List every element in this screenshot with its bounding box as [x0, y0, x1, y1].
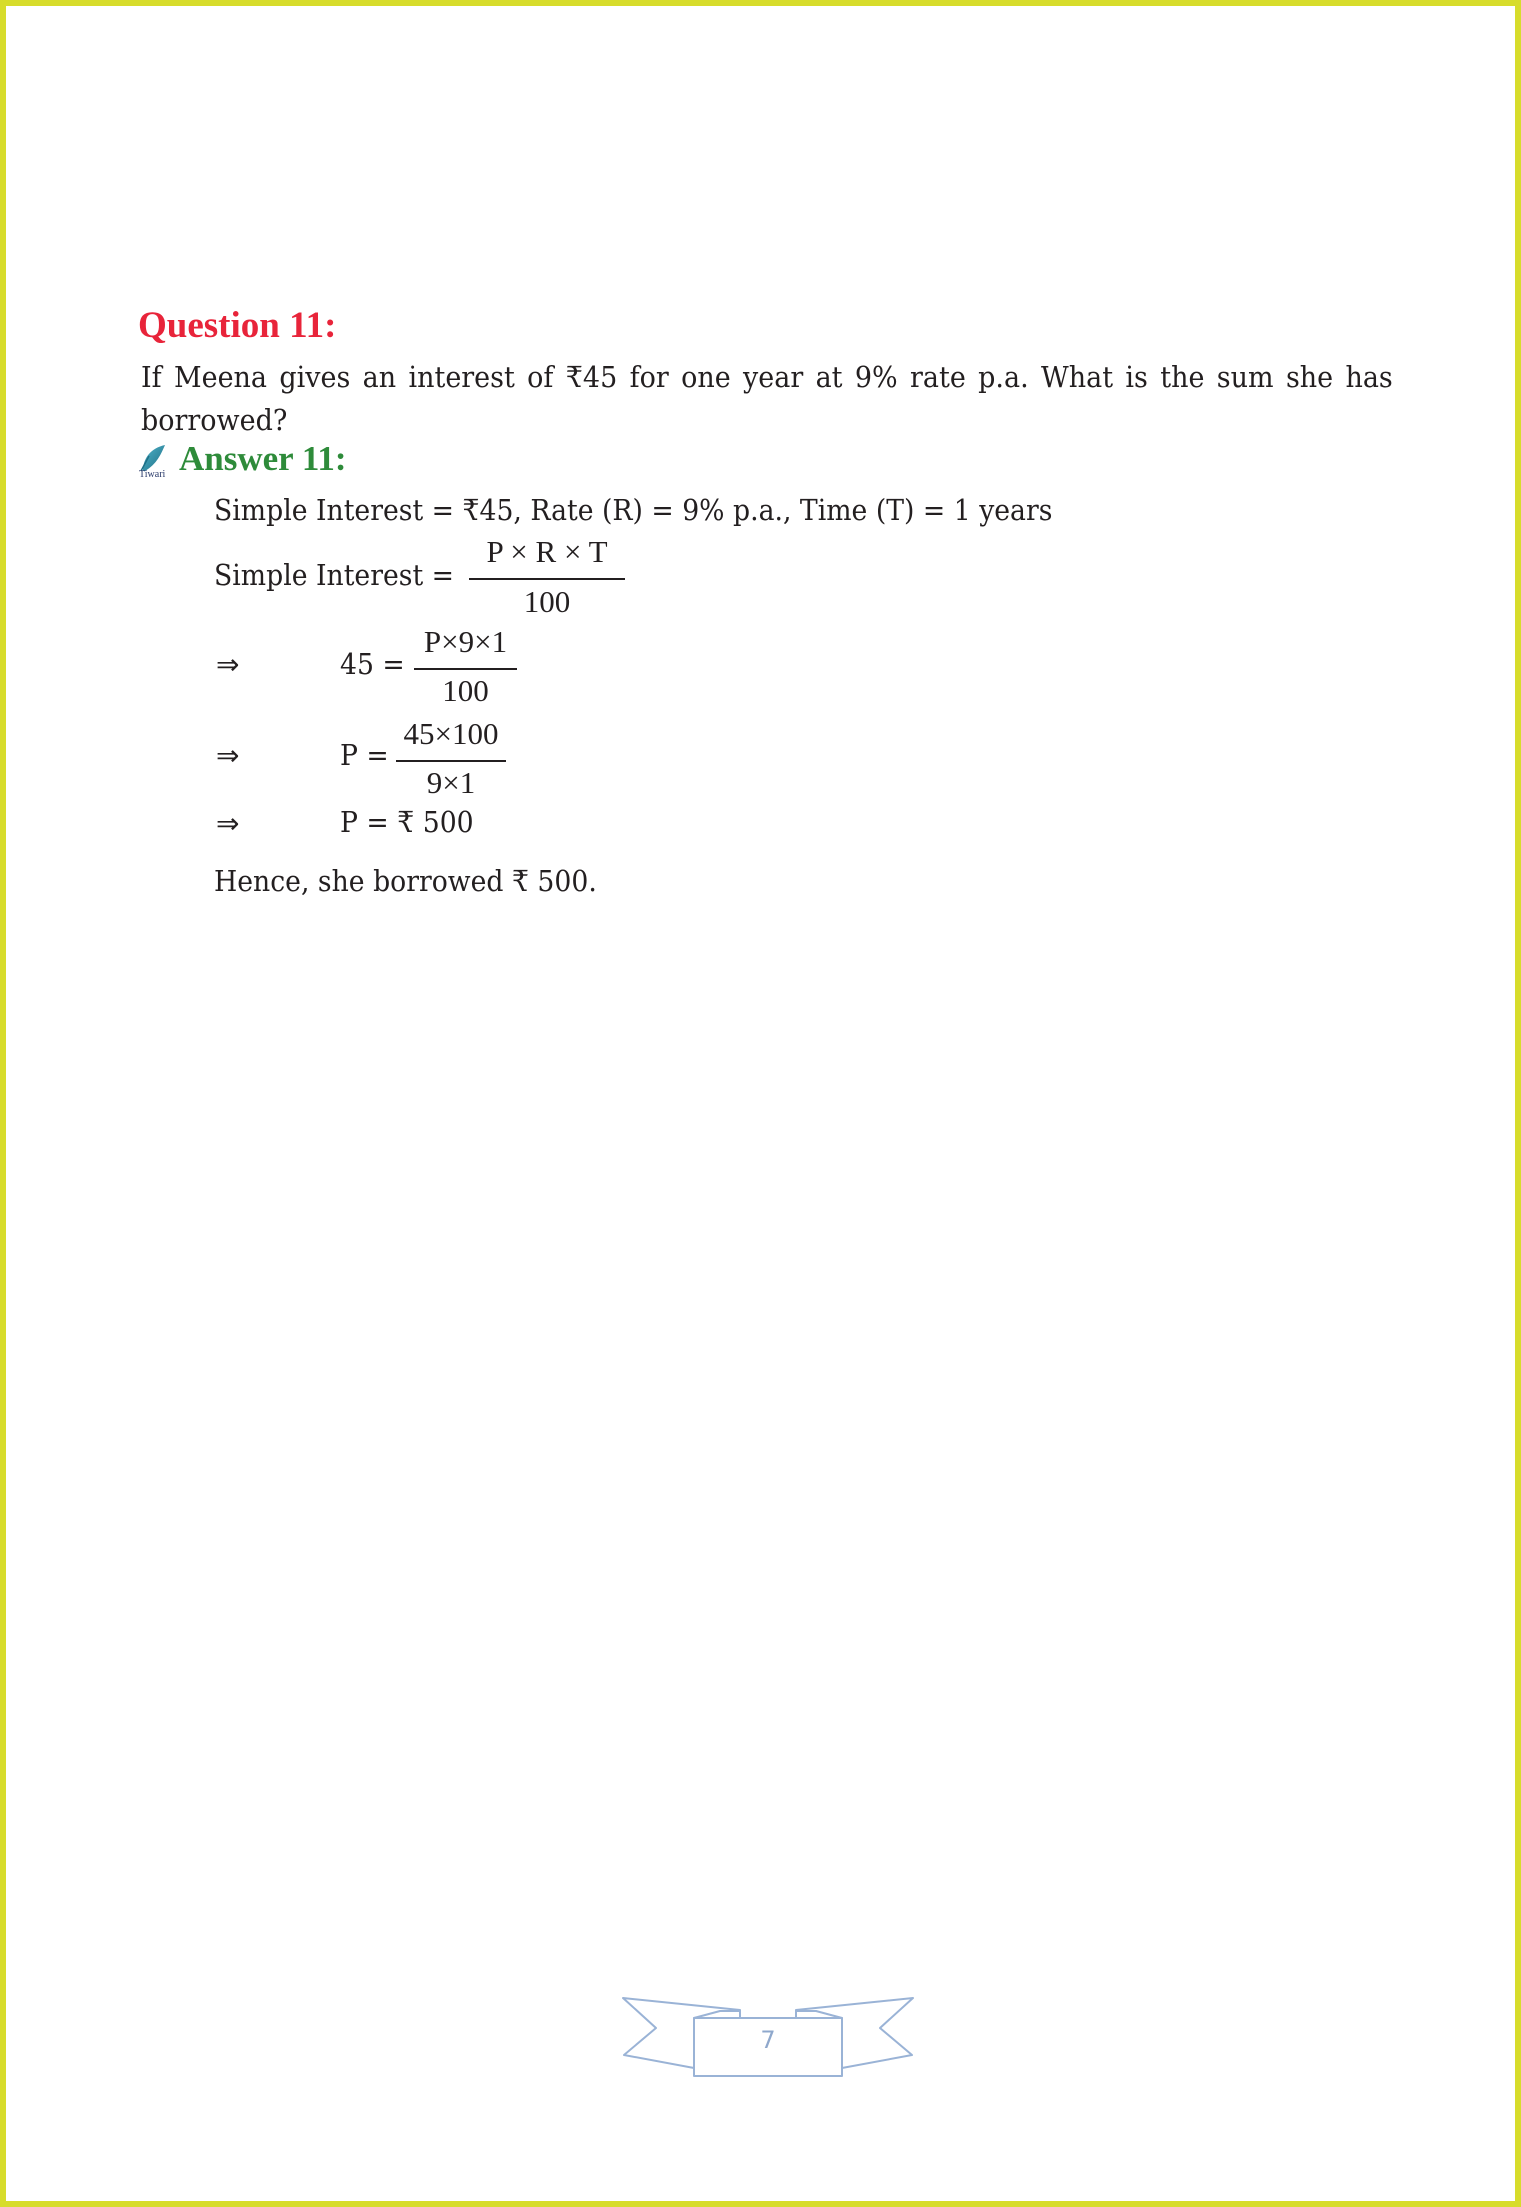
question-heading: Question 11:: [138, 305, 337, 346]
step1-fraction: [414, 624, 517, 714]
implies-arrow-icon: ⇒: [216, 648, 240, 681]
formula-denominator: 100: [523, 584, 571, 619]
tiwari-leaf-logo-icon: [139, 444, 175, 482]
step2-fraction: [396, 716, 506, 806]
step3-result: P = ₹ 500: [340, 805, 474, 839]
question-text: If Meena gives an interest of ₹45 for one year at 9% rate p.a. What is the sum she has borrowed?: [141, 360, 1393, 437]
conclusion-text: Hence, she borrowed ₹ 500.: [214, 864, 597, 898]
step1-lhs: 45 =: [340, 647, 405, 681]
fraction-bar: [414, 668, 517, 670]
step2-numerator: 45×100: [403, 716, 499, 751]
step2-lhs: P =: [340, 738, 389, 772]
step2-denominator: 9×1: [426, 765, 476, 800]
leaf-icon: [139, 444, 175, 472]
logo-text: Tiwari: [139, 469, 166, 480]
formula-fraction: [469, 534, 625, 624]
implies-arrow-icon: ⇒: [216, 807, 240, 840]
page-number: 7: [760, 2026, 776, 2054]
given-values: Simple Interest = ₹45, Rate (R) = 9% p.a., Time (T) = 1 years: [214, 493, 1053, 527]
answer-heading: Answer 11:: [179, 439, 347, 478]
implies-arrow-icon: ⇒: [216, 739, 240, 772]
fraction-bar: [396, 760, 506, 762]
page-number-ribbon: [620, 1994, 916, 2080]
formula-numerator: P × R × T: [486, 534, 608, 569]
step1-denominator: 100: [442, 673, 489, 708]
formula-lhs: Simple Interest =: [214, 558, 455, 592]
step1-numerator: P×9×1: [423, 624, 508, 659]
fraction-bar: [469, 578, 625, 580]
